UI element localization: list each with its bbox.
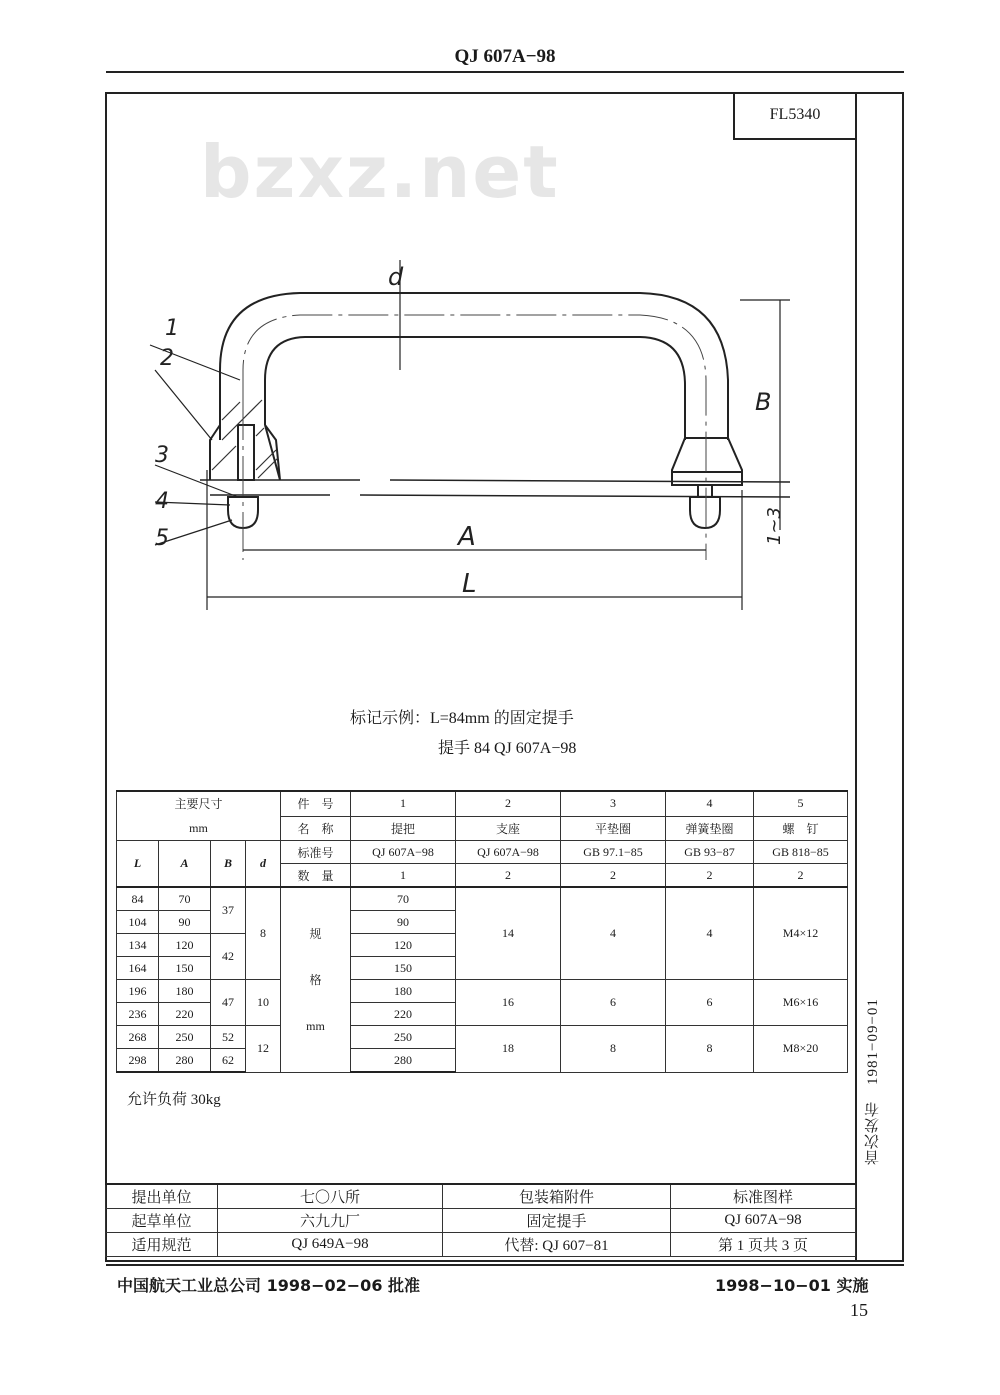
cell-p2: 14 (456, 887, 561, 980)
part-no-2: 2 (456, 791, 561, 816)
cell-A: 150 (159, 957, 211, 980)
dim-label-A: A (458, 522, 476, 552)
header-d: d (246, 841, 281, 888)
label-name: 名 称 (281, 816, 351, 840)
doc-type: 标准图样 (671, 1184, 856, 1209)
approval-line: 中国航天工业总公司 1998−02−06 批准 (117, 1276, 421, 1295)
title-block (105, 1183, 856, 1257)
watermark: bzxz.net (200, 130, 560, 214)
cell-d: 12 (246, 1026, 281, 1073)
cell-B: 47 (211, 980, 246, 1026)
cell-p3: 8 (561, 1026, 666, 1073)
main-dims-header: 主要尺寸 mm (117, 791, 281, 841)
part-qty-2: 2 (456, 864, 561, 888)
label-spec: 适用规范 (106, 1233, 218, 1257)
part-name-2: 支座 (456, 816, 561, 840)
cell-A: 220 (159, 1003, 211, 1026)
cell-L: 84 (117, 887, 159, 911)
cell-p2: 18 (456, 1026, 561, 1073)
cell-d: 8 (246, 887, 281, 980)
doc-title: 固定提手 (443, 1209, 671, 1233)
cell-B: 52 (211, 1026, 246, 1049)
part-no-4: 4 (666, 791, 754, 816)
value-drafter: 六九九厂 (218, 1209, 443, 1233)
cell-B: 42 (211, 934, 246, 980)
cell-p4: 4 (666, 887, 754, 980)
marking-example-line1: 标记示例：L=84mm 的固定提手 (350, 710, 574, 727)
cell-B: 62 (211, 1049, 246, 1073)
label-proposer: 提出单位 (106, 1184, 218, 1209)
footer-rule (106, 1264, 904, 1266)
cell-p1: 220 (351, 1003, 456, 1026)
part-standard-3: GB 97.1−85 (561, 841, 666, 864)
page-number: 15 (850, 1300, 868, 1320)
part-qty-5: 2 (754, 864, 848, 888)
dim-label-B: B (755, 388, 772, 416)
part-label-1: 1 (165, 316, 179, 341)
part-standard-2: QJ 607A−98 (456, 841, 561, 864)
part-qty-3: 2 (561, 864, 666, 888)
header-L: L (117, 841, 159, 888)
doc-category: 包装箱附件 (443, 1184, 671, 1209)
part-qty-1: 1 (351, 864, 456, 888)
spec-label-vertical: 规 格 mm (281, 887, 351, 1072)
cell-p4: 8 (666, 1026, 754, 1073)
table-row (117, 1026, 848, 1049)
label-qty: 数 量 (281, 864, 351, 888)
cell-L: 196 (117, 980, 159, 1003)
part-label-4: 4 (155, 489, 169, 514)
part-name-5: 螺 钉 (754, 816, 848, 840)
value-proposer: 七〇八所 (218, 1184, 443, 1209)
replaces: 代替: QJ 607−81 (443, 1233, 671, 1257)
header-B: B (211, 841, 246, 888)
cell-A: 280 (159, 1049, 211, 1073)
value-spec: QJ 649A−98 (218, 1233, 443, 1257)
allowable-load-note: 允许负荷 30kg (127, 1092, 221, 1108)
part-qty-4: 2 (666, 864, 754, 888)
label-drafter: 起草单位 (106, 1209, 218, 1233)
cell-d: 10 (246, 980, 281, 1026)
cell-p1: 70 (351, 887, 456, 911)
page-info: 第 1 页共 3 页 (671, 1233, 856, 1257)
marking-example-line2: 提手 84 QJ 607A−98 (438, 740, 577, 757)
cell-L: 164 (117, 957, 159, 980)
cell-p1: 250 (351, 1026, 456, 1049)
cell-p1: 120 (351, 934, 456, 957)
part-no-5: 5 (754, 791, 848, 816)
cell-B: 37 (211, 887, 246, 934)
cell-p3: 6 (561, 980, 666, 1026)
part-name-1: 提把 (351, 816, 456, 840)
cell-p1: 90 (351, 911, 456, 934)
cell-L: 236 (117, 1003, 159, 1026)
part-label-3: 3 (155, 443, 169, 468)
cell-A: 180 (159, 980, 211, 1003)
dim-label-L: L (462, 569, 477, 599)
cell-A: 70 (159, 887, 211, 911)
label-standard: 标准号 (281, 841, 351, 864)
cell-L: 268 (117, 1026, 159, 1049)
classification-code-box: FL5340 (733, 92, 855, 140)
header-A: A (159, 841, 211, 888)
cell-p1: 150 (351, 957, 456, 980)
side-strip-divider (855, 92, 857, 1262)
first-release-note: 首次发布 1981−09−01 (865, 998, 881, 1165)
header-rule (106, 71, 904, 73)
specification-table (116, 790, 848, 1073)
cell-A: 120 (159, 934, 211, 957)
effective-date: 1998−10−01 实施 (715, 1276, 869, 1295)
cell-p4: 6 (666, 980, 754, 1026)
table-row (117, 980, 848, 1003)
part-standard-5: GB 818−85 (754, 841, 848, 864)
dim-label-d: d (388, 263, 404, 291)
part-name-3: 平垫圈 (561, 816, 666, 840)
cell-p5: M6×16 (754, 980, 848, 1026)
part-no-3: 3 (561, 791, 666, 816)
cell-p5: M8×20 (754, 1026, 848, 1073)
doc-code: QJ 607A−98 (671, 1209, 856, 1233)
dim-label-gap: 1~3 (764, 507, 785, 545)
handle-technical-drawing (140, 240, 820, 620)
cell-L: 104 (117, 911, 159, 934)
cell-L: 298 (117, 1049, 159, 1073)
part-no-1: 1 (351, 791, 456, 816)
part-label-5: 5 (155, 526, 169, 551)
cell-p3: 4 (561, 887, 666, 980)
part-name-4: 弹簧垫圈 (666, 816, 754, 840)
cell-p5: M4×12 (754, 887, 848, 980)
cell-p1: 180 (351, 980, 456, 1003)
cell-p1: 280 (351, 1049, 456, 1073)
part-label-2: 2 (160, 346, 174, 371)
table-row (117, 887, 848, 911)
label-part-no: 件 号 (281, 791, 351, 816)
cell-L: 134 (117, 934, 159, 957)
cell-A: 250 (159, 1026, 211, 1049)
standard-code-header: QJ 607A−98 (454, 46, 556, 67)
cell-p2: 16 (456, 980, 561, 1026)
part-standard-4: GB 93−87 (666, 841, 754, 864)
cell-A: 90 (159, 911, 211, 934)
part-standard-1: QJ 607A−98 (351, 841, 456, 864)
